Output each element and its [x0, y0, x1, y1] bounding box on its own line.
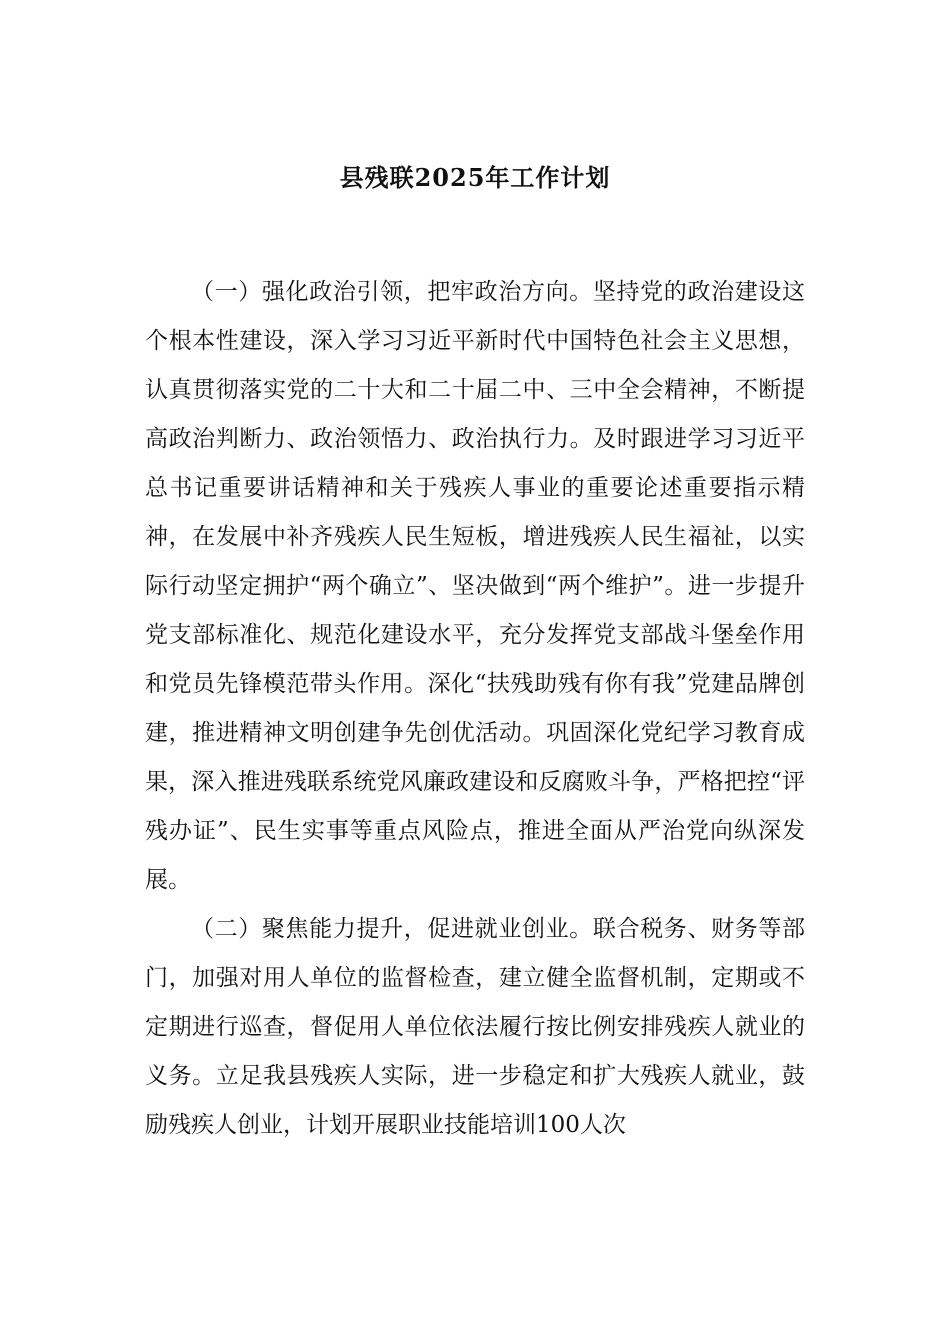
document-body	[145, 268, 805, 1150]
document-title: 县残联2025年工作计划	[339, 163, 611, 192]
paragraph-2: （二）聚焦能力提升，促进就业创业。联合税务、财务等部门，加强对用人单位的监督检查，建立健全监督机制，定期或不定期进行巡查，督促用人单位依法履行按比例安排残疾人就业的义务。立足我县残疾人实际，进一步稳定和扩大残疾人就业，鼓励残疾人创业，计划开展职业技能培训100人次	[145, 916, 805, 1138]
paragraph-1: （一）强化政治引领，把牢政治方向。坚持党的政治建设这个根本性建设，深入学习习近平新时代中国特色社会主义思想，认真贯彻落实党的二十大和二十届二中、三中全会精神，不断提高政治判断力、政治领悟力、政治执行力。及时跟进学习习近平总书记重要讲话精神和关于残疾人事业的重要论述重要指示精神，在发展中补齐残疾人民生短板，增进残疾人民生福祉，以实际行动坚定拥护“两个确立”、坚决做到“两个维护”。进一步提升党支部标准化、规范化建设水平，充分发挥党支部战斗堡垒作用和党员先锋模范带头作用。深化“扶残助残有你有我”党建品牌创建，推进精神文明创建争先创优活动。巩固深化党纪学习教育成果，深入推进残联系统党风廉政建设和反腐败斗争，严格把控“评残办证”、民生实事等重点风险点，推进全面从严治党向纵深发展。	[145, 279, 805, 893]
